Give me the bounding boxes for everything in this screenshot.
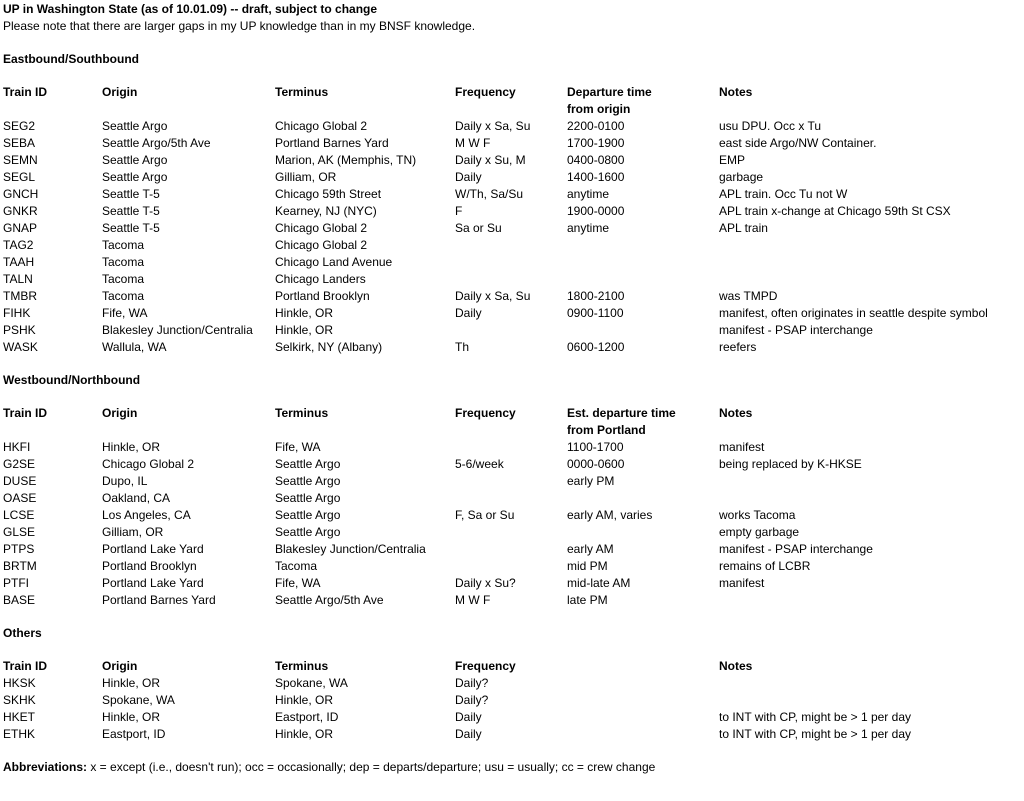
table-cell [455,322,567,339]
column-header [719,405,1024,439]
table-row [3,675,1024,692]
table-cell: Portland Brooklyn [275,289,370,303]
table-cell: 2200-0100 [567,119,625,133]
table-row [3,592,1024,609]
table-cell [567,490,719,507]
table-cell: 0000-0600 [567,457,625,471]
table-cell [719,271,1024,288]
table-cell [455,524,567,541]
table-cell [719,237,1024,254]
table-cell: Portland Lake Yard [102,576,204,590]
table-row [3,507,1024,524]
table-cell: anytime [567,187,610,201]
table-cell [455,541,567,558]
table-cell: Gilliam, OR [275,170,337,184]
table-cell: manifest, often originates in seattle despite symbol [719,306,988,320]
table-cell: Seattle Argo [275,491,341,505]
table-cell: Oakland, CA [102,491,171,505]
table-cell: works Tacoma [719,508,796,522]
table-cell: early AM [567,542,614,556]
table-cell: Seattle Argo/5th Ave [102,136,211,150]
column-header-label: Frequency [455,85,516,99]
column-header-label: Notes [719,659,753,673]
table-cell: W/Th, Sa/Su [455,187,524,201]
table-cell [719,473,1024,490]
table-cell: Chicago Global 2 [102,457,195,471]
table-cell: manifest - PSAP interchange [719,323,873,337]
column-header-label: Notes [719,85,753,99]
column-header-label: Est. departure time [567,406,676,420]
table-cell: manifest [719,576,765,590]
column-header-label: Terminus [275,659,329,673]
table-cell: Seattle T-5 [102,204,160,218]
table-cell: Hinkle, OR [275,306,334,320]
table-cell: SEBA [3,136,36,150]
table-cell [455,237,567,254]
table-cell [567,322,719,339]
table-cell [455,271,567,288]
column-header [455,84,567,118]
column-header-label: Frequency [455,659,516,673]
table-row [3,254,1024,271]
table-cell: Seattle Argo [275,474,341,488]
table-row [3,135,1024,152]
column-header [719,658,1024,675]
table-cell: Wallula, WA [102,340,167,354]
table-cell: GNKR [3,204,38,218]
table-cell: Daily? [455,676,489,690]
table-cell: Gilliam, OR [102,525,164,539]
table-cell: Tacoma [102,255,145,269]
table-row [3,575,1024,592]
table-cell: APL train x-change at Chicago 59th St CSX [719,204,951,218]
page-title: UP in Washington State (as of 10.01.09) -- draft, subject to change [3,2,378,16]
table-cell: 5-6/week [455,457,504,471]
table-cell [719,490,1024,507]
table-cell [567,271,719,288]
table-cell: Hinkle, OR [102,676,161,690]
table-cell: HKFI [3,440,31,454]
table-cell: Hinkle, OR [275,727,334,741]
table-cell: Seattle Argo [102,153,168,167]
table-cell: SEGL [3,170,36,184]
table-cell: PTFI [3,576,29,590]
table-cell: Seattle Argo [102,119,168,133]
table-cell: PTPS [3,542,35,556]
table-cell: F, Sa or Su [455,508,515,522]
column-header-label: Notes [719,406,753,420]
table-cell: DUSE [3,474,37,488]
column-header-label: Train ID [3,659,48,673]
table-cell: GLSE [3,525,36,539]
table-row [3,709,1024,726]
table-cell: Seattle Argo [275,508,341,522]
table-row [3,558,1024,575]
table-cell: to INT with CP, might be > 1 per day [719,727,911,741]
table-cell: Kearney, NJ (NYC) [275,204,377,218]
table-cell: Seattle Argo [102,170,168,184]
table-cell: PSHK [3,323,36,337]
table-row [3,473,1024,490]
section-title: Westbound/Northbound [3,373,141,387]
table-cell [719,692,1024,709]
table-row [3,220,1024,237]
table-cell: APL train. Occ Tu not W [719,187,848,201]
column-header [3,84,102,118]
table-cell [455,254,567,271]
table-cell: Daily x Sa, Su [455,119,531,133]
table-cell: Sa or Su [455,221,502,235]
table-cell: east side Argo/NW Container. [719,136,877,150]
table-cell: Seattle T-5 [102,187,160,201]
table-cell: APL train [719,221,768,235]
column-header [275,84,455,118]
table-cell: anytime [567,221,610,235]
table-cell: EMP [719,153,746,167]
column-header [275,405,455,439]
column-header-label: Departure time [567,85,652,99]
table-cell: mid PM [567,559,608,573]
table-cell: HKET [3,710,36,724]
column-header-label: Train ID [3,85,48,99]
table-row [3,305,1024,322]
table-row [3,203,1024,220]
table-cell: garbage [719,170,764,184]
table-header-row [3,405,1024,439]
table-cell: Daily x Sa, Su [455,289,531,303]
table-cell: LCSE [3,508,35,522]
table-cell: Tacoma [102,272,145,286]
section-title: Others [3,626,42,640]
column-header [719,84,1024,118]
table-row [3,186,1024,203]
table-cell: reefers [719,340,757,354]
table-cell: Tacoma [102,289,145,303]
table-cell: Daily [455,710,482,724]
column-header [3,405,102,439]
table-cell: Seattle Argo/5th Ave [275,593,384,607]
table-cell: Th [455,340,470,354]
column-header-label: Terminus [275,85,329,99]
column-header-label-line2: from origin [567,102,631,116]
column-header-label: Origin [102,85,138,99]
table-cell: Fife, WA [102,306,148,320]
table-cell: Fife, WA [275,440,321,454]
column-header-label: Origin [102,659,138,673]
table-cell: Portland Brooklyn [102,559,197,573]
column-header [3,658,102,675]
table-cell: Chicago Global 2 [275,238,368,252]
table-cell: Hinkle, OR [102,710,161,724]
table-cell: Hinkle, OR [275,693,334,707]
abbreviations-label: Abbreviations: [3,760,88,774]
table-cell: BRTM [3,559,37,573]
table-cell: Chicago Landers [275,272,366,286]
table-cell: to INT with CP, might be > 1 per day [719,710,911,724]
table-cell: empty garbage [719,525,800,539]
column-header [102,405,275,439]
table-cell: Seattle Argo [275,525,341,539]
table-cell: late PM [567,593,608,607]
table-row [3,288,1024,305]
table-cell: Chicago Global 2 [275,221,368,235]
table-cell: Blakesley Junction/Centralia [275,542,426,556]
table-cell: Selkirk, NY (Albany) [275,340,383,354]
table-cell: manifest [719,440,765,454]
table-cell: TMBR [3,289,37,303]
table-cell [567,254,719,271]
column-header [567,658,719,675]
table-cell: Los Angeles, CA [102,508,191,522]
table-cell: Tacoma [275,559,318,573]
table-cell: 1900-0000 [567,204,625,218]
column-header [567,84,719,118]
column-header [567,405,719,439]
table-cell: Chicago Land Avenue [275,255,393,269]
table-cell [719,254,1024,271]
table-row [3,692,1024,709]
column-header [455,658,567,675]
table-cell: Daily? [455,693,489,707]
table-cell: ETHK [3,727,36,741]
table-cell: M W F [455,136,491,150]
table-row [3,524,1024,541]
table-cell: Spokane, WA [102,693,175,707]
table-cell [567,675,719,692]
table-cell: Portland Lake Yard [102,542,204,556]
table-row [3,118,1024,135]
table-cell: OASE [3,491,37,505]
table-cell: 1100-1700 [567,440,624,454]
table-cell: M W F [455,593,491,607]
abbreviations-footer [3,759,1024,776]
table-cell [567,524,719,541]
table-cell [455,439,567,456]
table-row [3,322,1024,339]
table-cell [567,709,719,726]
table-cell: Spokane, WA [275,676,348,690]
table-cell: Portland Barnes Yard [102,593,216,607]
table-cell: HKSK [3,676,36,690]
table-cell [567,692,719,709]
table-row [3,339,1024,356]
table-row [3,726,1024,743]
column-header [102,658,275,675]
table-cell [567,237,719,254]
table-cell: Eastport, ID [102,727,166,741]
table-cell: Hinkle, OR [102,440,161,454]
column-header-label: Terminus [275,406,329,420]
table-cell: F [455,204,463,218]
abbreviations-text: x = except (i.e., doesn't run); occ = occasionally; dep = departs/departure; usu = usually; cc = crew change [87,760,656,774]
table-cell [567,726,719,743]
table-cell: Eastport, ID [275,710,339,724]
table-cell [455,490,567,507]
section-title: Eastbound/Southbound [3,52,139,66]
table-cell: 0400-0800 [567,153,625,167]
table-cell: SKHK [3,693,36,707]
table-cell: Blakesley Junction/Centralia [102,323,253,337]
table-cell: remains of LCBR [719,559,811,573]
table-cell: Fife, WA [275,576,321,590]
column-header [102,84,275,118]
table-cell: 1400-1600 [567,170,625,184]
table-cell: Seattle T-5 [102,221,160,235]
column-header-label-line2: from Portland [567,423,646,437]
table-cell: Seattle Argo [275,457,341,471]
train-table [3,658,1024,743]
document-page [0,1,1024,776]
table-cell: Tacoma [102,238,145,252]
table-header-row [3,84,1024,118]
table-cell [455,473,567,490]
table-cell: Daily [455,306,482,320]
table-cell: mid-late AM [567,576,631,590]
table-row [3,439,1024,456]
sections-container [3,51,1024,743]
table-row [3,490,1024,507]
table-cell: Dupo, IL [102,474,148,488]
table-cell: Marion, AK (Memphis, TN) [275,153,417,167]
table-header-row [3,658,1024,675]
table-cell: 1800-2100 [567,289,625,303]
table-row [3,456,1024,473]
table-row [3,271,1024,288]
table-cell: Daily x Su? [455,576,516,590]
table-cell: WASK [3,340,38,354]
table-cell: early AM, varies [567,508,653,522]
table-cell: GNAP [3,221,38,235]
table-cell: Portland Barnes Yard [275,136,389,150]
table-cell: TAG2 [3,238,34,252]
table-cell: FIHK [3,306,31,320]
column-header [455,405,567,439]
table-cell: TAAH [3,255,35,269]
table-cell: GNCH [3,187,39,201]
table-cell: Daily x Su, M [455,153,526,167]
table-cell: Hinkle, OR [275,323,334,337]
column-header [275,658,455,675]
table-cell: manifest - PSAP interchange [719,542,873,556]
table-cell [719,675,1024,692]
table-row [3,541,1024,558]
table-row [3,152,1024,169]
table-cell: 0900-1100 [567,306,624,320]
table-row [3,237,1024,254]
column-header-label: Frequency [455,406,516,420]
disclaimer-note: Please note that there are larger gaps in my UP knowledge than in my BNSF knowledge. [3,19,476,33]
table-cell: SEG2 [3,119,36,133]
table-cell: Chicago Global 2 [275,119,368,133]
table-cell [719,592,1024,609]
table-cell: Daily [455,170,482,184]
table-cell: 1700-1900 [567,136,625,150]
table-cell: Daily [455,727,482,741]
table-row [3,169,1024,186]
table-cell: BASE [3,593,36,607]
table-cell [455,558,567,575]
table-cell: usu DPU. Occ x Tu [719,119,822,133]
table-cell: Chicago 59th Street [275,187,382,201]
column-header-label: Train ID [3,406,48,420]
train-table [3,405,1024,609]
table-cell: G2SE [3,457,36,471]
table-cell: SEMN [3,153,38,167]
train-table [3,84,1024,356]
table-cell: being replaced by K-HKSE [719,457,862,471]
table-cell: was TMPD [719,289,778,303]
table-cell: early PM [567,474,615,488]
column-header-label: Origin [102,406,138,420]
table-cell: 0600-1200 [567,340,625,354]
table-cell: TALN [3,272,33,286]
